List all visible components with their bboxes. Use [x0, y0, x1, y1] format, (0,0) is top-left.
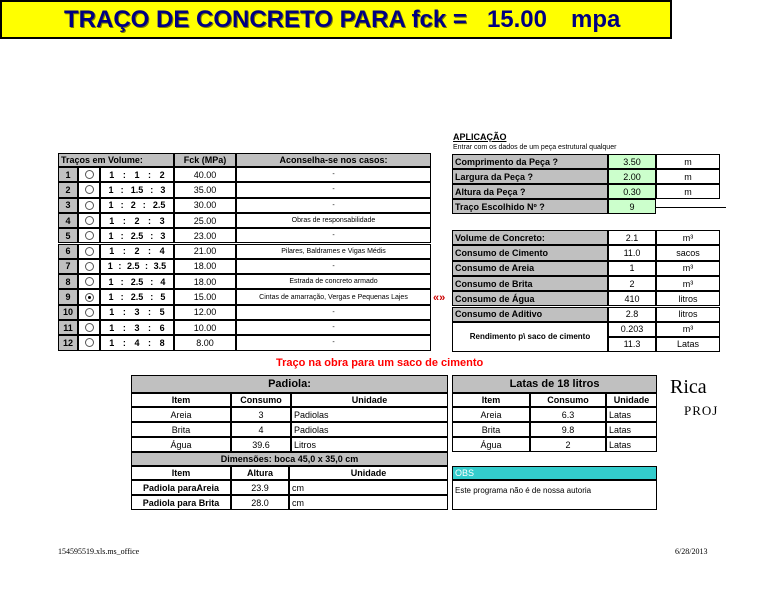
fck-cell: 18.00 — [174, 274, 236, 289]
padiola-dimensoes: Dimensões: boca 45,0 x 35,0 cm — [131, 452, 448, 466]
trace-radio[interactable] — [85, 293, 94, 302]
trace-radio-cell[interactable] — [78, 259, 100, 274]
ratio-cement: 1 — [108, 230, 114, 241]
uso-cell: Obras de responsabilidade — [236, 213, 431, 228]
ratio-sand: 2.5 — [130, 292, 144, 303]
ratio-sep: : — [120, 292, 124, 303]
ratio-sep: : — [148, 307, 152, 318]
input-value[interactable]: 2.00 — [608, 169, 656, 184]
result-label: Consumo de Água — [452, 291, 608, 306]
ratio-sep: : — [150, 276, 154, 287]
trace-ratio — [100, 198, 174, 213]
padiola-unidade: Padiolas — [291, 407, 448, 422]
latas-consumo: 2 — [530, 437, 606, 452]
padiola-altura: 28.0 — [231, 495, 289, 510]
uso-cell: - — [236, 259, 431, 274]
ratio-sep: : — [122, 215, 126, 226]
ratio-sep: : — [120, 276, 124, 287]
ratio-sep: : — [148, 215, 152, 226]
ratio-cement: 1 — [109, 169, 115, 180]
page-title-banner — [0, 0, 672, 39]
ratio-cement: 1 — [108, 276, 114, 287]
result-unit: litros — [656, 291, 720, 306]
ratio-gravel: 6 — [159, 322, 165, 333]
ratio-cement: 1 — [109, 307, 115, 318]
ratio-sep: : — [122, 246, 126, 257]
trace-radio-cell[interactable] — [78, 274, 100, 289]
result-label: Consumo de Aditivo — [452, 307, 608, 322]
ratio-sep: : — [122, 322, 126, 333]
trace-ratio — [100, 274, 174, 289]
fck-cell: 10.00 — [174, 320, 236, 335]
ratio-sep: : — [120, 184, 124, 195]
trace-radio-cell[interactable] — [78, 198, 100, 213]
rendimento-label: Rendimento p\ saco de cimento — [452, 322, 608, 352]
padiola-unidade: Padiolas — [291, 422, 448, 437]
result-unit: sacos — [656, 245, 720, 260]
rendimento-u2: Latas — [656, 337, 720, 352]
ratio-sand: 1 — [134, 169, 140, 180]
arrows-indicator: «» — [433, 292, 446, 304]
footer-filename: 154595519.xls.ms_office — [58, 547, 140, 556]
fck-cell: 8.00 — [174, 335, 236, 350]
ratio-cement: 1 — [109, 337, 115, 348]
obs-title: OBS — [452, 466, 657, 480]
latas-unidade: Latas — [606, 422, 657, 437]
logo-subtext: PROJ — [684, 403, 719, 418]
ratio-gravel: 3.5 — [153, 261, 167, 272]
trace-radio[interactable] — [85, 216, 94, 225]
ratio-cement: 1 — [108, 200, 114, 211]
input-label: Largura da Peça ? — [452, 169, 608, 184]
header-fck: Fck (MPa) — [174, 153, 236, 167]
fck-value: 15.00 — [486, 5, 547, 33]
latas-item: Areia — [452, 407, 530, 422]
result-value: 2.8 — [608, 307, 656, 322]
trace-ratio — [100, 289, 174, 304]
padiola-dim-item: Padiola para Brita — [131, 495, 231, 510]
latas-header: Item — [452, 393, 530, 407]
trace-radio[interactable] — [85, 308, 94, 317]
padiola-altura: 23.9 — [231, 480, 289, 495]
input-label: Altura da Peça ? — [452, 184, 608, 199]
trace-radio[interactable] — [85, 338, 94, 347]
uso-cell: - — [236, 305, 431, 320]
ratio-gravel: 2.5 — [152, 200, 166, 211]
trace-radio-cell[interactable] — [78, 320, 100, 335]
header-tracos: Traços em Volume: — [58, 153, 174, 167]
rendimento-v1: 0.203 — [608, 322, 656, 337]
ratio-sand: 2 — [130, 200, 136, 211]
trace-radio-cell[interactable] — [78, 289, 100, 304]
ratio-sep: : — [120, 200, 124, 211]
trace-radio[interactable] — [85, 262, 94, 271]
ratio-gravel: 8 — [159, 337, 165, 348]
fck-cell: 40.00 — [174, 167, 236, 182]
result-unit: m³ — [656, 276, 720, 291]
latas-item: Brita — [452, 422, 530, 437]
fck-cell: 21.00 — [174, 244, 236, 259]
header-uso: Aconselha-se nos casos: — [236, 153, 431, 167]
uso-cell: - — [236, 335, 431, 350]
trace-ratio — [100, 305, 174, 320]
obs-text: Este programa não é de nossa autoria — [452, 480, 657, 510]
ratio-gravel: 3 — [159, 215, 165, 226]
trace-ratio — [100, 167, 174, 182]
ratio-sand: 2.5 — [130, 230, 144, 241]
fck-cell: 23.00 — [174, 228, 236, 243]
ratio-gravel: 4 — [160, 276, 166, 287]
aplicacao-heading: APLICAÇÃO — [453, 132, 507, 142]
input-unit: m — [656, 154, 720, 169]
row-number: 6 — [58, 244, 78, 259]
result-value: 2 — [608, 276, 656, 291]
trace-radio-cell[interactable] — [78, 167, 100, 182]
fck-cell: 30.00 — [174, 198, 236, 213]
trace-ratio — [100, 335, 174, 350]
row-number: 10 — [58, 305, 78, 320]
trace-ratio — [100, 182, 174, 197]
uso-cell: Estrada de concreto armado — [236, 274, 431, 289]
trace-radio[interactable] — [85, 247, 94, 256]
ratio-gravel: 2 — [159, 169, 165, 180]
result-value: 1 — [608, 261, 656, 276]
result-label: Consumo de Brita — [452, 276, 608, 291]
trace-radio[interactable] — [85, 185, 94, 194]
page-title: TRAÇO DE CONCRETO PARA fck = — [64, 5, 467, 33]
uso-cell: - — [236, 198, 431, 213]
trace-ratio — [100, 228, 174, 243]
ratio-gravel: 3 — [160, 184, 166, 195]
latas-unidade: Latas — [606, 407, 657, 422]
ratio-sep: : — [150, 230, 154, 241]
row-number: 1 — [58, 167, 78, 182]
ratio-sep: : — [122, 337, 126, 348]
input-value[interactable]: 9 — [608, 199, 656, 214]
ratio-sep: : — [150, 184, 154, 195]
result-unit: m³ — [656, 230, 720, 245]
padiola-item: Brita — [131, 422, 231, 437]
subtitle-red: Traço na obra para um saco de cimento — [276, 357, 484, 369]
aplicacao-subtitle: Entrar com os dados de um peça estrutural qualquer — [453, 144, 617, 151]
ratio-sand: 4 — [134, 337, 140, 348]
result-label: Volume de Concreto: — [452, 230, 608, 245]
ratio-sand: 3 — [134, 307, 140, 318]
trace-radio-cell[interactable] — [78, 228, 100, 243]
row-number: 2 — [58, 182, 78, 197]
result-unit: litros — [656, 307, 720, 322]
uso-cell: - — [236, 320, 431, 335]
ratio-cement: 1 — [108, 184, 114, 195]
input-unit: m — [656, 184, 720, 199]
padiola-item: Areia — [131, 407, 231, 422]
padiola-header: Unidade — [291, 393, 448, 407]
uso-cell: Cintas de amarração, Vergas e Pequenas Lajes — [236, 289, 431, 304]
fck-cell: 18.00 — [174, 259, 236, 274]
ratio-sep: : — [120, 230, 124, 241]
fck-cell: 35.00 — [174, 182, 236, 197]
trace-radio[interactable] — [85, 170, 94, 179]
padiola-consumo: 4 — [231, 422, 291, 437]
fck-unit: mpa — [571, 5, 621, 33]
padiola-item: Água — [131, 437, 231, 452]
trace-radio[interactable] — [85, 323, 94, 332]
row-number: 3 — [58, 198, 78, 213]
trace-ratio — [100, 320, 174, 335]
trace-radio-cell[interactable] — [78, 305, 100, 320]
result-value: 11.0 — [608, 245, 656, 260]
trace-radio-cell[interactable] — [78, 335, 100, 350]
padiola-dim-unidade: cm — [289, 480, 448, 495]
trace-radio-cell[interactable] — [78, 182, 100, 197]
ratio-cement: 1 — [108, 292, 114, 303]
trace-ratio — [100, 259, 174, 274]
ratio-sand: 3 — [134, 322, 140, 333]
ratio-cement: 1 — [107, 261, 113, 272]
padiola-consumo: 39.6 — [231, 437, 291, 452]
ratio-sand: 2.5 — [130, 276, 144, 287]
row-number: 4 — [58, 213, 78, 228]
ratio-sep: : — [148, 246, 152, 257]
padiola-dim-unidade: cm — [289, 495, 448, 510]
input-value[interactable]: 0.30 — [608, 184, 656, 199]
ratio-sep: : — [148, 337, 152, 348]
ratio-sep: : — [150, 292, 154, 303]
fck-cell: 12.00 — [174, 305, 236, 320]
trace-ratio — [100, 213, 174, 228]
ratio-sep: : — [122, 307, 126, 318]
fck-cell: 25.00 — [174, 213, 236, 228]
ratio-gravel: 3 — [160, 230, 166, 241]
latas-header: Consumo — [530, 393, 606, 407]
ratio-cement: 1 — [109, 215, 115, 226]
uso-cell: - — [236, 182, 431, 197]
ratio-gravel: 5 — [159, 307, 165, 318]
latas-header: Unidade — [606, 393, 657, 407]
row-number: 9 — [58, 289, 78, 304]
result-label: Consumo de Cimento — [452, 245, 608, 260]
uso-cell: - — [236, 167, 431, 182]
trace-ratio — [100, 244, 174, 259]
latas-title: Latas de 18 litros — [452, 375, 657, 393]
trace-radio-cell[interactable] — [78, 244, 100, 259]
logo-text: Rica — [670, 376, 707, 398]
input-label: Comprimento da Peça ? — [452, 154, 608, 169]
input-value[interactable]: 3.50 — [608, 154, 656, 169]
result-value: 2.1 — [608, 230, 656, 245]
row-number: 11 — [58, 320, 78, 335]
ratio-gravel: 5 — [160, 292, 166, 303]
ratio-sep: : — [148, 322, 152, 333]
rendimento-v2: 11.3 — [608, 337, 656, 352]
row-number: 7 — [58, 259, 78, 274]
ratio-sand: 1.5 — [130, 184, 144, 195]
uso-cell: - — [236, 228, 431, 243]
padiola-header2: Unidade — [289, 466, 448, 480]
trace-radio[interactable] — [85, 201, 94, 210]
padiola-dim-item: Padiola paraAreia — [131, 480, 231, 495]
ratio-sand: 2 — [134, 215, 140, 226]
padiola-header: Consumo — [231, 393, 291, 407]
fck-cell: 15.00 — [174, 289, 236, 304]
row-number: 5 — [58, 228, 78, 243]
rendimento-u1: m³ — [656, 322, 720, 337]
padiola-title: Padiola: — [131, 375, 448, 393]
latas-unidade: Latas — [606, 437, 657, 452]
input-unit: m — [656, 169, 720, 184]
trace-radio[interactable] — [85, 277, 94, 286]
ratio-gravel: 4 — [159, 246, 165, 257]
ratio-sand: 2.5 — [126, 261, 140, 272]
result-value: 410 — [608, 291, 656, 306]
row-number: 12 — [58, 335, 78, 350]
padiola-header2: Altura — [231, 466, 289, 480]
result-unit: m³ — [656, 261, 720, 276]
ratio-sep: : — [118, 261, 122, 272]
ratio-cement: 1 — [109, 246, 115, 257]
footer-date: 6/28/2013 — [675, 547, 708, 556]
padiola-header2: Item — [131, 466, 231, 480]
ratio-cement: 1 — [109, 322, 115, 333]
padiola-consumo: 3 — [231, 407, 291, 422]
padiola-header: Item — [131, 393, 231, 407]
latas-consumo: 9.8 — [530, 422, 606, 437]
ratio-sep: : — [145, 261, 149, 272]
trace-radio[interactable] — [85, 231, 94, 240]
result-label: Consumo de Areia — [452, 261, 608, 276]
ratio-sep: : — [148, 169, 152, 180]
ratio-sand: 2 — [134, 246, 140, 257]
divider — [656, 207, 726, 208]
row-number: 8 — [58, 274, 78, 289]
padiola-unidade: Litros — [291, 437, 448, 452]
latas-item: Água — [452, 437, 530, 452]
uso-cell: Pilares, Baldrames e Vigas Médis — [236, 244, 431, 259]
ratio-sep: : — [142, 200, 146, 211]
trace-radio-cell[interactable] — [78, 213, 100, 228]
latas-consumo: 6.3 — [530, 407, 606, 422]
input-label: Traço Escolhido Nº ? — [452, 199, 608, 214]
ratio-sep: : — [122, 169, 126, 180]
